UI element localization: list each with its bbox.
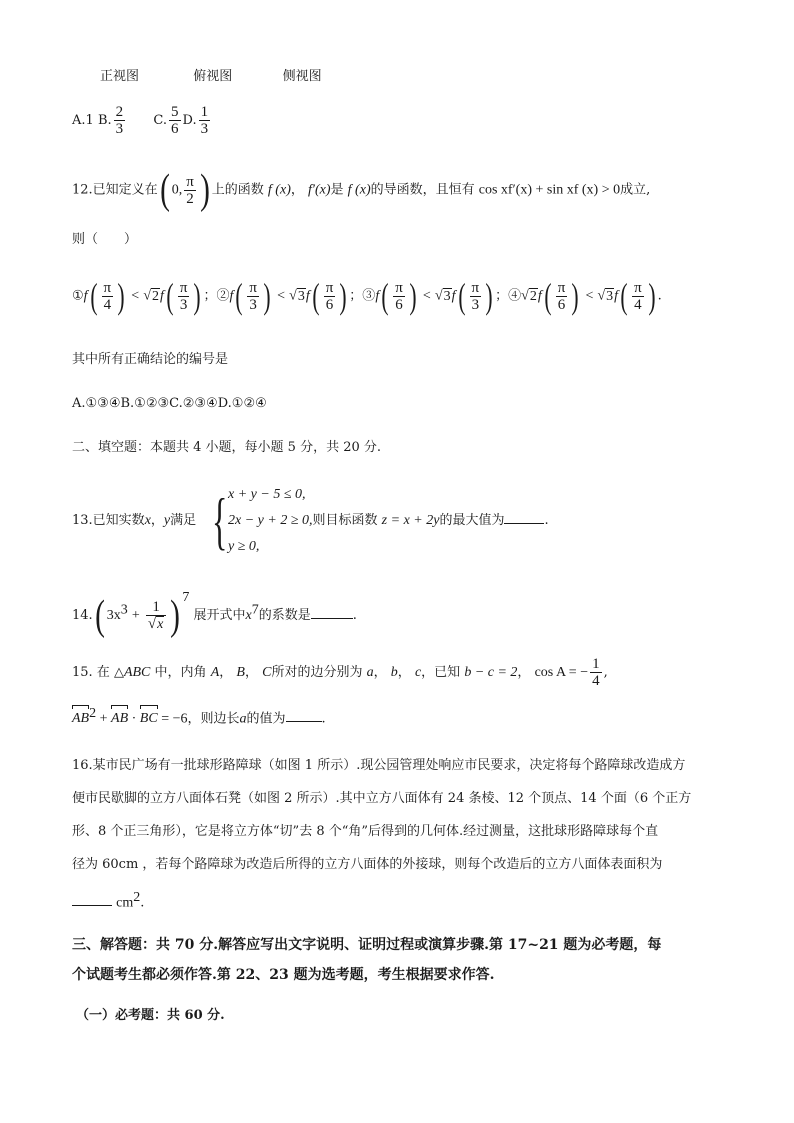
q12-inequalities: ①f( $\frac{\pi}{4}$ ) < √2f( $\frac{\pi}{3}$ ) ；②f( $\frac{\pi}{3}$ ) < √3f( $\frac{\pi}{6}$ ) ；③f( $\frac{\pi}{6}$ ) < √3f( $\frac{\pi}{3}$ ) ；④√2f( $\frac{\pi}{6}$ ) < √3f( $\frac{\pi}{4}$ ) . xyxy=(72,276,662,316)
section-2-heading: 二、填空题：本题共 4 小题，每小题 5 分，共 20 分. xyxy=(72,440,382,455)
section-3-heading: 三、解答题：共 70 分.解答应写出文字说明、证明过程或演算步骤.第 17~21 题为必考题，每 个试题考生都必须作答.第 22、23 题为选考题，考生根据要求作答. xyxy=(72,937,662,983)
fraction: $\frac{5}{6}$ xyxy=(171,104,179,137)
fraction: $\frac{2}{3}$ xyxy=(115,104,124,137)
vector-AB: AB xyxy=(72,709,89,729)
q12-prompt: 其中所有正确结论的编号是 xyxy=(72,352,229,367)
q15-line2: $AB^2$ + AB · BC = −6，则边长a的值为 . xyxy=(72,704,326,729)
q16-line4: 径为 60cm ，若每个路障球为改造后所得的立方八面体的外接球，则每个改造后的立方八面体表面积为 xyxy=(72,857,663,872)
top-view-label: 俯视图 xyxy=(193,69,233,84)
vector-BC: BC xyxy=(140,709,158,729)
fraction: $\frac{1}{4}$ xyxy=(592,656,600,689)
side-view-label: 侧视图 xyxy=(282,69,322,84)
q12-then: 则（ ） xyxy=(72,232,138,247)
q14: 14.( $3x^3$ + $\frac{1}{√x}$ ) $^7$ 展开式中$x^7$的系数是 . xyxy=(72,590,357,639)
q16: 16.某市民广场有一批球形路障球（如图 1 所示）.现公园管理处响应市民要求，决定将每个路障球改造成方 便市民歇脚的立方八面体石凳（如图 2 所示）.其中立方八面体有 24 条棱、12 个顶点、14 个面（6 个正方 形、8 个正三角形），它是将立方体“切”去 8 个“角”后得到的几何体.经过测量，这批球形路障球每个直 径为 60cm ，若每个路障球为改造后所得的立方八面体的外接球，则每个改造后的立方八面体表面积为 $cm^2$. xyxy=(72,754,691,915)
q12-stem: 12.已知定义在( 0, $\frac{\pi}{2}$ ) 上的函数 f (x)， f′(x)是 f (x)的导函数，且恒有 cos xf′(x) + sin xf (x) > 0成立, xyxy=(72,167,651,213)
part-1-heading: （一）必考题：共 60 分. xyxy=(76,1008,225,1023)
brace: { xyxy=(212,485,228,556)
fraction: $\frac{1}{3}$ xyxy=(200,104,209,137)
front-view-label: 正视图 xyxy=(100,69,140,84)
q16-line3: 形、8 个正三角形），它是将立方体“切”去 8 个“角”后得到的几何体.经过测量，这批球形路障球每个直 xyxy=(72,824,659,839)
answer-blank[interactable] xyxy=(72,905,112,906)
q12-options: A.①③④B.①②③C.②③④D.①②④ xyxy=(72,396,267,411)
fraction: $\frac{1}{√x}$ xyxy=(146,599,166,633)
answer-blank[interactable] xyxy=(311,618,353,619)
view-labels xyxy=(100,67,322,87)
answer-blank[interactable] xyxy=(286,721,322,722)
q11-options: A.1 B. $\frac{2}{3}$ C. $\frac{5}{6}$ D. $\frac{1}{3}$ xyxy=(72,104,209,137)
fraction: $\frac{\pi}{2}$ xyxy=(186,173,194,207)
answer-blank[interactable] xyxy=(504,523,544,524)
q15-line1: 15. 在 △ABC 中，内角 A， B， C所对的边分别为 a， b， c，已知 b − c = 2， cos A = − $\frac{1}{4}$ , xyxy=(72,656,608,689)
q16-line1: 16.某市民广场有一批球形路障球（如图 1 所示）.现公园管理处响应市民要求，决定将每个路障球改造成方 xyxy=(72,758,686,773)
vector-AB: AB xyxy=(111,709,128,729)
q16-line2: 便市民歇脚的立方八面体石凳（如图 2 所示）.其中立方八面体有 24 条棱、12 个顶点、14 个面（6 个正方 xyxy=(72,791,692,806)
